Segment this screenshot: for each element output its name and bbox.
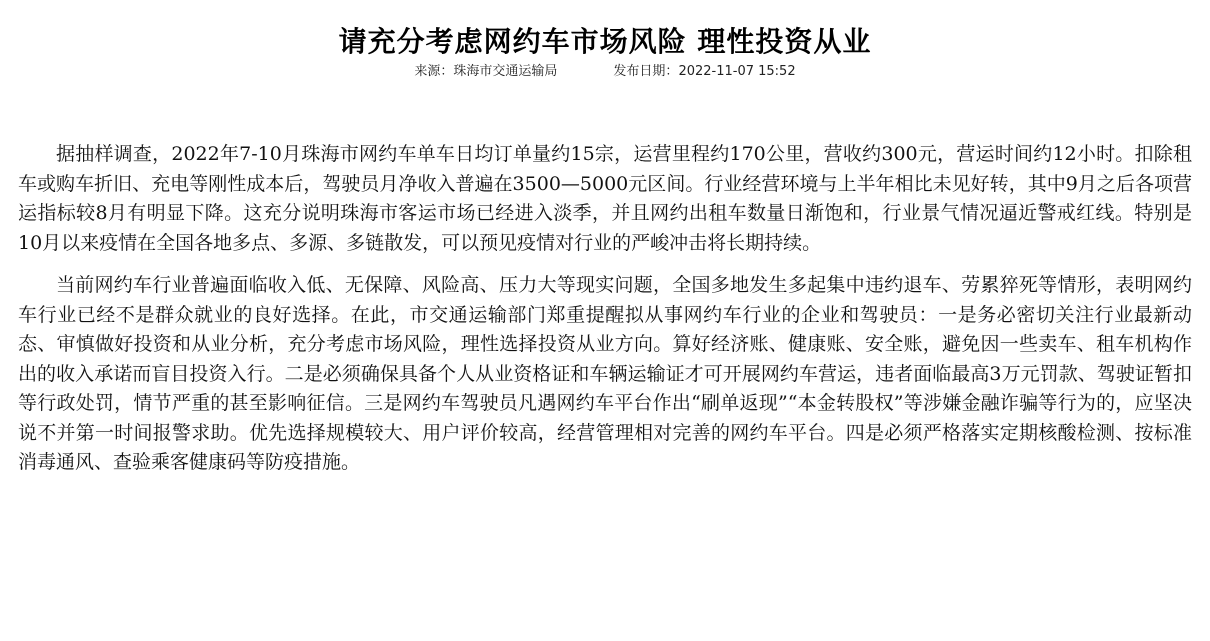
source-label: 来源： [414,64,454,79]
paragraph-2: 当前网约车行业普遍面临收入低、无保障、风险高、压力大等现实问题，全国多地发生多起集中违约退车、劳累猝死等情形，表明网约车行业已经不是群众就业的良好选择。在此，市交通运输部门郑重提醒拟从事网约车行业的企业和驾驶员：一是务必密切关注行业最新动态、审慎做好投资和从业分析，充分考虑市场风险，理性选择投资从业方向。算好经济账、健康账、安全账，避免因一些卖车、租车机构作出的收入承诺而盲目投资入行。二是必须确保具备个人从业资格证和车辆运输证才可开展网约车营运，违者面临最高3万元罚款、驾驶证暂扣等行政处罚，情节严重的甚至影响征信。三是网约车驾驶员凡遇网约车平台作出“刷单返现”“本金转股权”等涉嫌金融诈骗等行为的，应坚决说不并第一时间报警求助。优先选择规模较大、用户评价较高，经营管理相对完善的网约车平台。四是必须严格落实定期核酸检测、按标准消毒通风、查验乘客健康码等防疫措施。 [18,274,1192,473]
date-label: 发布日期： [613,64,679,79]
article-meta [0,63,1210,81]
paragraph-1: 据抽样调查，2022年7-10月珠海市网约车单车日均订单量约15宗，运营里程约170公里，营收约300元，营运时间约12小时。扣除租车或购车折旧、充电等刚性成本后，驾驶员月净收入普遍在3500—5000元区间。行业经营环境与上半年相比未见好转，其中9月之后各项营运指标较8月有明显下降。这充分说明珠海市客运市场已经进入淡季，并且网约出租车数量日渐饱和，行业景气情况逼近警戒红线。特别是10月以来疫情在全国各地多点、多源、多链散发，可以预见疫情对行业的严峻冲击将长期持续。 [18,143,1192,254]
date-value: 2022-11-07 15:52 [678,64,796,79]
source-value: 珠海市交通运输局 [453,64,558,79]
article-body [18,140,1192,478]
article-title: 请充分考虑网约车市场风险 理性投资从业 [338,25,872,58]
